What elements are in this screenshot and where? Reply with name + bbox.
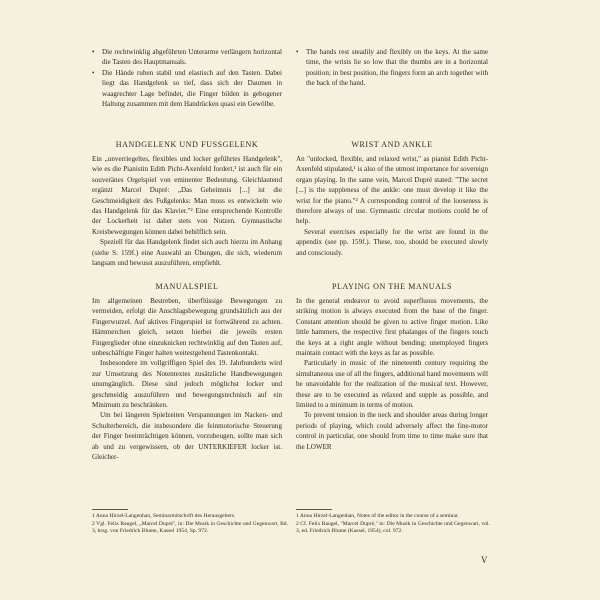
left-manuals-paragraph-3: Um bei längeren Spielzeiten Verspannungen im Nacken- und Schulterbereich, die insbesondere die feinmotorische Steuerung der Finger beeinträchtigen können, vorzubeugen, sollte man sich ab und zu vergewissern, ob der UNTERKIEFER locker ist. Gleicher-: [92, 411, 282, 462]
right-section-manuals: [296, 296, 488, 452]
left-footnote-2: 2 Vgl. Felix Raugel, „Marcel Dupré", in: Die Musik in Geschichte und Gegenwart, Bd. 3, hrsg. von Friedrich Blume, Kassel 1954, Sp. 972.: [92, 520, 288, 535]
right-heading-manuals: PLAYING ON THE MANUALS: [331, 282, 453, 291]
right-section-wrist: [296, 154, 488, 258]
left-intro-bullets: [92, 47, 282, 109]
left-bullet-1: • Die rechtwinklig abgeführten Unterarme verlängern horizontal die Tasten des Hauptmanuals.: [92, 47, 282, 68]
right-wrist-paragraph-1: An "unlocked, flexible, and relaxed wrist," as pianist Edith Picht-Axenfeld stipulated,¹ is also of the utmost importance for sovereign organ playing. In the same vein, Marcel Dupré stated: "The secret [...] is the suppleness of the ankle: one must develop it like the wrist for the piano."² A corresponding control of the looseness is therefore always of use. Gymnastic circular motions could be of help.: [296, 155, 488, 226]
right-footnote-2: 2 Cf. Felix Raugel, "Marcel Dupré," in: Die Musik in Geschichte und Gegenwart, vol. 3, ed. Friedrich Blume (Kassel, 1954), col. 972.: [296, 520, 490, 535]
left-heading-wrist: HANDGELENK UND FUSSGELENK: [115, 140, 259, 149]
right-manuals-paragraph-2: Particularly in music of the nineteenth century requiring the simultaneous use of all the fingers, additional hand movements will be unavoidable for the realization of the musical text. However, these are to be executed as relaxed and supple as possible, and limited to a minimum in terms of motion.: [296, 359, 488, 410]
left-section-manuals: [92, 296, 282, 463]
right-footnote-rule: [296, 509, 332, 510]
left-wrist-paragraph-1: Ein „unverriegeltes, flexibles und locker geführtes Handgelenk", wie es die Pianistin Edith Picht-Axenfeld fordert,¹ ist auch für ein souveränes Orgelspiel von eminenter Bedeutung. Gleichlautend ergänzt Marcel Dupré: „Das Geheimnis [...] ist die Geschmeidigkeit des Fußgelenks: Man muss es entwickeln wie das Handgelenk für das Klavier."² Eine entsprechende Kontrolle der Lockerheit ist daher stets von Nutzen. Gymnastische Kreisbewegungen können dabei behilflich sein.: [92, 155, 282, 236]
left-bullet-2: • Die Hände ruhen stabil und elastisch auf den Tasten. Dabei liegt das Handgelenk so tief, dass sich der Daumen in waagrechter Lage befindet, die Finger bilden in gebogener Haltung zusammen mit dem Handrücken quasi ein Gewölbe.: [92, 68, 282, 110]
right-manuals-paragraph-3: To prevent tension in the neck and shoulder areas during longer periods of playing, which could adversely affect the fine-motor control in particular, one should from time to time make sure that the LOWER: [296, 411, 488, 451]
page-number: V: [481, 555, 488, 565]
left-footnote-1: 1 Anna Hirzel-Langenhan, Seminarmitschrift des Herausgebers.: [92, 513, 236, 519]
left-footnotes: [92, 513, 288, 536]
left-footnote-rule: [92, 509, 128, 510]
left-section-wrist: [92, 154, 282, 268]
right-bullet-1: • The hands rest steadily and flexibly on the keys. At the same time, the wrists lie so low that the thumbs are in a horizontal position; in best position, the fingers form an arch together with the back of the hand.: [296, 47, 488, 89]
right-manuals-paragraph-1: In the general endeavor to avoid superfluous movements, the striking motion is always executed from the base of the finger. Constant attention should be given to active finger motion. Like little hammers, the respective first phalanges of the fingers touch the keys at a right angle without bending; unemployed fingers maintain contact with the keys as far as possible.: [296, 297, 488, 358]
right-footnote-1: 1 Anna Hirzel-Langenhan, Notes of the editor in the course of a seminar.: [296, 513, 459, 519]
left-manuals-paragraph-1: Im allgemeinen Bestreben, überflüssige Bewegungen zu vermeiden, erfolgt die Anschlagsbewegung grundsätzlich aus der Fingerwurzel. Auf aktives Fingerspiel ist fortwährend zu achten. Hämmerchen gleich, setzen hierbei die jeweils ersten Fingerglieder ohne einzuknicken rechtwinklig auf den Tasten auf, unbeschäftigte Finger halten weitestgehend Tastenkontakt.: [92, 297, 282, 358]
left-manuals-paragraph-2: Insbesondere im vollgriffigen Spiel des 19. Jahrhunderts wird zur Umsetzung des Notentextes zusätzliche Handbewegungen unumgänglich. Diese sind jedoch möglichst locker und geschmeidig auszuführen und bewegungstechnisch auf ein Minimum zu beschränken.: [92, 359, 282, 410]
left-heading-manuals: MANUALSPIEL: [155, 282, 219, 291]
left-wrist-paragraph-2: Speziell für das Handgelenk findet sich auch hierzu im Anhang (siehe S. 159f.) eine Auswahl an Übungen, die sich, wiederum langsam und bewusst auszuführen, empfiehlt.: [92, 238, 282, 268]
right-wrist-paragraph-2: Several exercises especially for the wrist are found in the appendix (see pp. 159f.). These, too, should be executed slowly and consciously.: [296, 227, 488, 257]
right-intro-bullets: [296, 47, 488, 89]
right-footnotes: [296, 513, 490, 536]
right-heading-wrist: WRIST AND ANKLE: [351, 140, 433, 149]
